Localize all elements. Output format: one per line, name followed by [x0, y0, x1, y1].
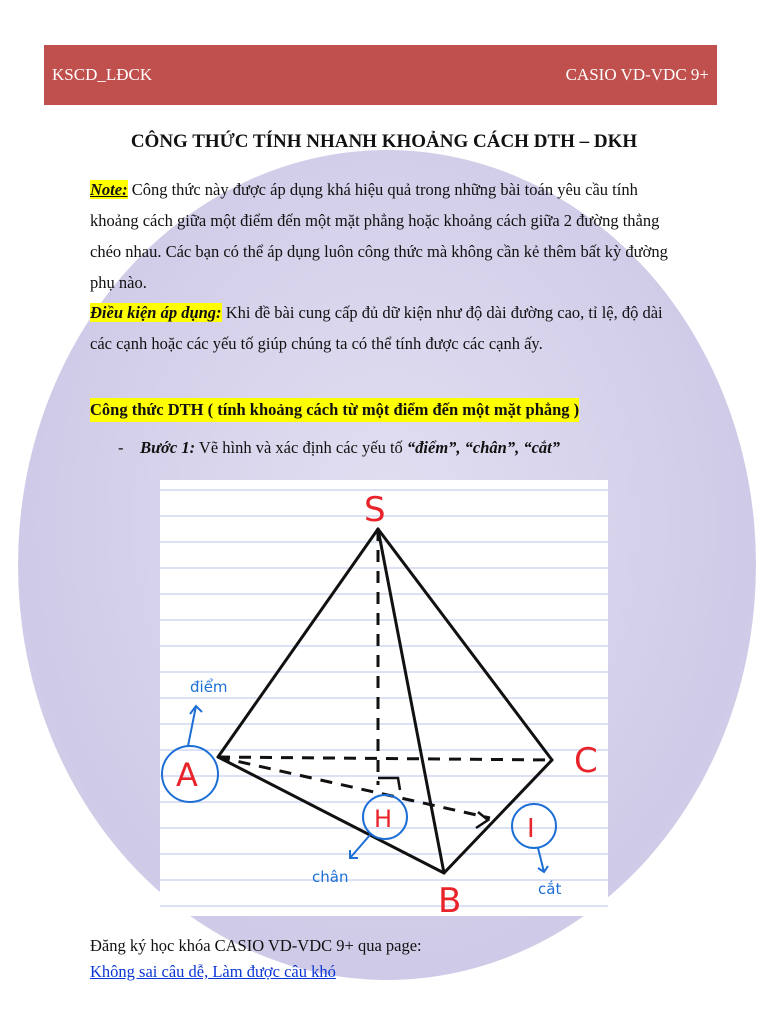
header-left: KSCD_LĐCK [52, 65, 153, 84]
page-header [44, 45, 717, 105]
condition-label: Điều kiện áp dụng: [90, 303, 222, 322]
step-1-terms: “điểm”, “chân”, “cắt” [406, 438, 560, 457]
edge-BC [444, 760, 552, 873]
word-chan: chân [312, 868, 349, 886]
callouts [162, 706, 556, 872]
page-title: CÔNG THỨC TÍNH NHANH KHOẢNG CÁCH DTH – DKH [130, 131, 638, 152]
edge-SA [218, 529, 378, 757]
vertex-labels [364, 490, 598, 916]
label-S: S [364, 490, 386, 530]
note-paragraph [90, 174, 680, 298]
edge-SC [378, 529, 552, 760]
page-link[interactable]: Không sai câu dễ, Làm được câu khó [90, 962, 336, 981]
word-cat: cắt [538, 880, 562, 898]
arrow-H [350, 835, 370, 858]
note-label: Note: [90, 180, 128, 199]
word-diem: điểm [190, 678, 228, 696]
pyramid-diagram [160, 480, 608, 916]
bullet-dash: - [118, 438, 124, 457]
step-1-label: Bước 1: [140, 438, 196, 457]
callout-words [190, 678, 561, 898]
header-right: CASIO VD-VDC 9+ [565, 65, 709, 84]
edge-AB [218, 757, 444, 873]
note-text: Công thức này được áp dụng khá hiệu quả trong những bài toán yêu cầu tính khoảng cách giữa một điểm đến một mặt phẳng hoặc khoảng cách giữa 2 đường thẳng chéo nhau. Các bạn có thể áp dụng luôn công thức mà không cần kẻ thêm bất kỳ đường phụ nào. [90, 180, 668, 292]
step-1-text: Vẽ hình và xác định các yếu tố [198, 438, 403, 457]
label-I: I [527, 814, 535, 844]
label-B: B [438, 881, 462, 916]
segment-AI [218, 757, 490, 818]
condition-paragraph [90, 297, 680, 359]
pyramid-figure [160, 480, 608, 916]
condition-text: Khi đề bài cung cấp đủ dữ kiện như độ dài đường cao, tỉ lệ, độ dài các cạnh hoặc các yếu tố giúp chúng ta có thể tính được các cạnh ấy. [90, 303, 663, 353]
step-1 [118, 438, 560, 458]
label-C: C [574, 741, 598, 781]
callout-letters [176, 756, 535, 844]
formula-heading: Công thức DTH ( tính khoảng cách từ một điểm đến một mặt phẳng ) [90, 398, 579, 422]
label-A: A [176, 756, 198, 794]
label-H: H [374, 805, 393, 833]
edge-AC [218, 757, 552, 760]
footer-text: Đăng ký học khóa CASIO VD-VDC 9+ qua page: [90, 936, 422, 955]
